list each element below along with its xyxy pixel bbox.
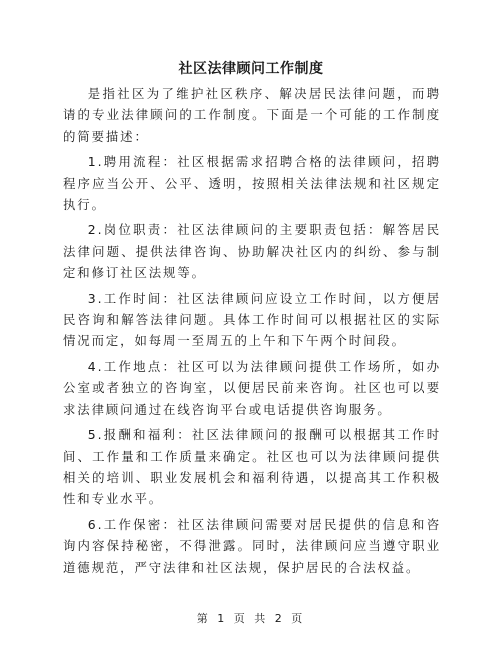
page-number-footer: 第 1 页 共 2 页 xyxy=(196,612,306,625)
document-body xyxy=(63,83,441,582)
paragraph-confidentiality: 6.工作保密：社区法律顾问需要对居民提供的信息和咨询内容保持秘密，不得泄露。同时，法律顾问应当遵守职业道德规范，严守法律和社区法规，保护居民的合法权益。 xyxy=(63,516,441,575)
paragraph-compensation: 5.报酬和福利：社区法律顾问的报酬可以根据其工作时间、工作量和工作质量来确定。社区也可以为法律顾问提供相关的培训、职业发展机会和福利待遇，以提高其工作积极性和专业水平。 xyxy=(63,427,441,507)
document-title: 社区法律顾问工作制度 xyxy=(178,61,324,77)
paragraph-hiring-process: 1.聘用流程：社区根据需求招聘合格的法律顾问，招聘程序应当公开、公平、透明，按照相关法律法规和社区规定执行。 xyxy=(63,154,441,213)
paragraph-duties: 2.岗位职责：社区法律顾问的主要职责包括：解答居民法律问题、提供法律咨询、协助解决社区内的纠纷、参与制定和修订社区法规等。 xyxy=(63,222,441,281)
paragraph-working-hours: 3.工作时间：社区法律顾问应设立工作时间，以方便居民咨询和解答法律问题。具体工作时间可以根据社区的实际情况而定，如每周一至周五的上午和下午两个时间段。 xyxy=(63,290,441,349)
paragraph-work-location: 4.工作地点：社区可以为法律顾问提供工作场所，如办公室或者独立的咨询室，以便居民前来咨询。社区也可以要求法律顾问通过在线咨询平台或电话提供咨询服务。 xyxy=(63,358,441,417)
paragraph-intro: 是指社区为了维护社区秩序、解决居民法律问题，而聘请的专业法律顾问的工作制度。下面是一个可能的工作制度的简要描述： xyxy=(63,86,441,144)
